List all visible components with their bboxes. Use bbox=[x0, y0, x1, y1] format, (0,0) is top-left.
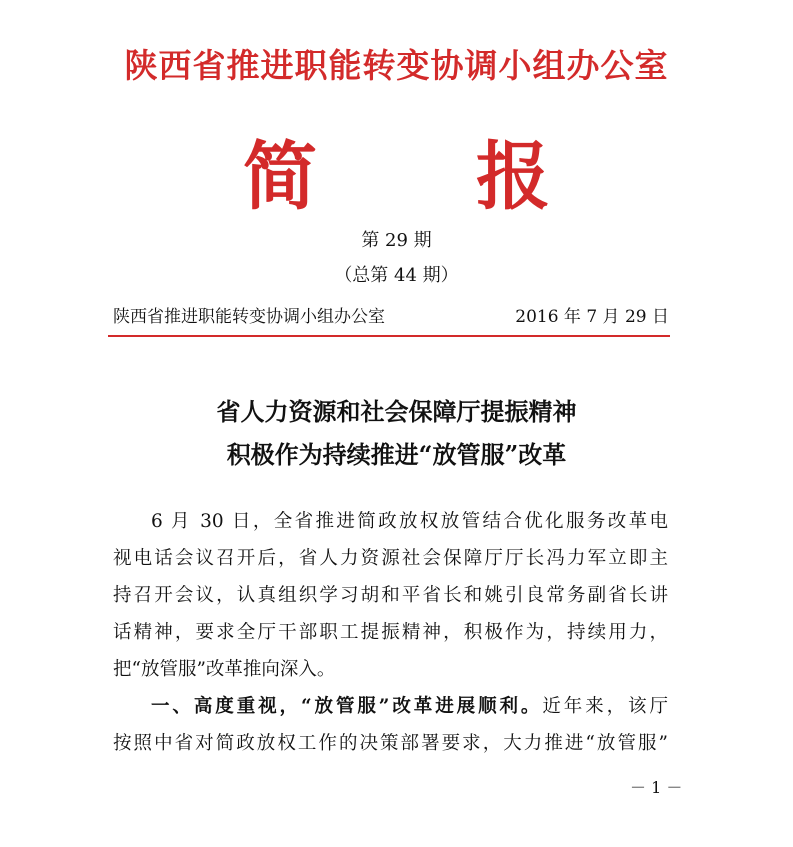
issuer-name: 陕西省推进职能转变协调小组办公室 bbox=[113, 307, 385, 327]
article-body bbox=[113, 503, 668, 762]
issue-number: 第 29 期 bbox=[361, 230, 432, 251]
section-heading: 一、高度重视，“放管服”改革进展顺利。 bbox=[151, 696, 543, 717]
org-header: 陕西省推进职能转变协调小组办公室 bbox=[124, 46, 669, 85]
paragraph-1-line: 视电话会议召开后，省人力资源社会保障厅厅长冯力军立即主 bbox=[113, 548, 668, 569]
brief-title bbox=[243, 132, 550, 222]
article-title-line-2: 积极作为持续推进“放管服”改革 bbox=[226, 440, 567, 469]
paragraph-1-line: 持召开会议，认真组织学习胡和平省长和姚引良常务副省长讲 bbox=[113, 585, 668, 606]
paragraph-1-line: 6 月 30 日，全省推进简政放权放管结合优化服务改革电 bbox=[151, 511, 668, 532]
article-title-line-1: 省人力资源和社会保障厅提振精神 bbox=[216, 397, 577, 426]
paragraph-1-line: 把“放管服”改革推向深入。 bbox=[113, 659, 336, 680]
paragraph-2-line: 按照中省对简政放权工作的决策部署要求，大力推进“放管服” bbox=[113, 733, 668, 754]
paragraph-1-line: 话精神，要求全厅干部职工提振精神，积极作为，持续用力， bbox=[113, 622, 668, 643]
page-number: － 1 － bbox=[630, 778, 683, 797]
paragraph-2-text: 近年来，该厅 bbox=[542, 696, 668, 717]
issue-date: 2016 年 7 月 29 日 bbox=[515, 307, 669, 327]
total-issue-number: （总第 44 期） bbox=[334, 265, 459, 286]
paragraph-2-line bbox=[113, 688, 668, 725]
brief-title-char-2: 报 bbox=[476, 134, 550, 220]
issuer-line bbox=[113, 304, 669, 330]
brief-title-char-1: 简 bbox=[243, 134, 317, 220]
header-divider bbox=[108, 335, 670, 337]
